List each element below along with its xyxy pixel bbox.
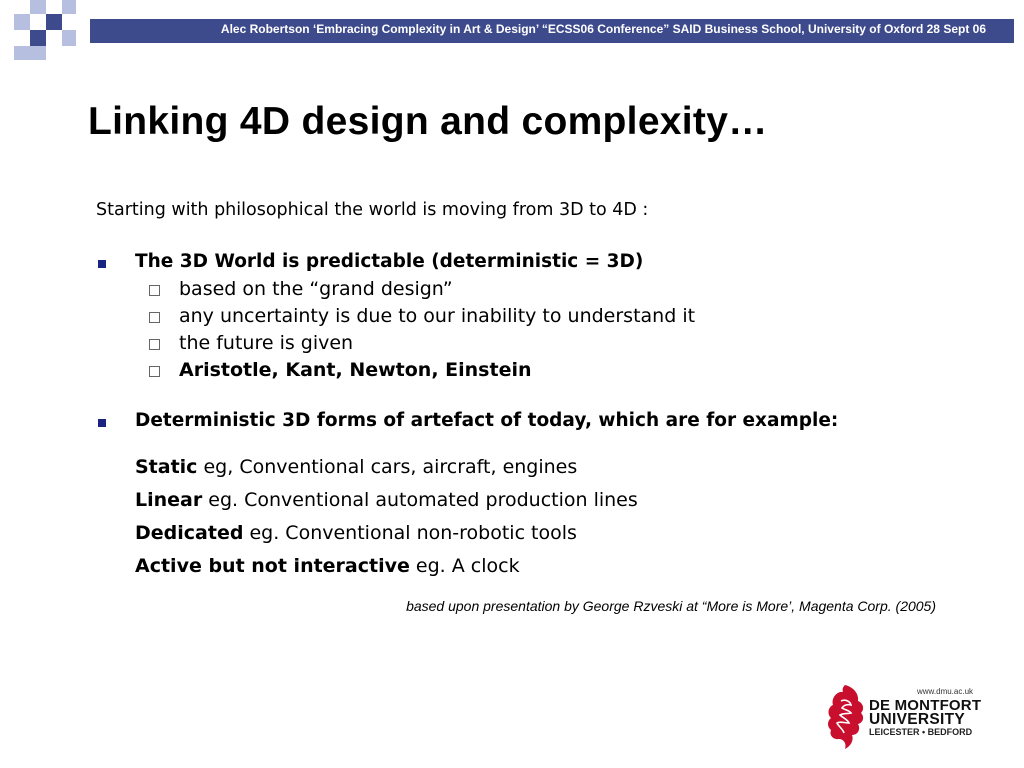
hollow-square-bullet-icon [149,366,160,377]
deco-square [14,14,30,30]
deco-square [30,46,46,60]
example-term: Active but not interactive [135,555,410,577]
header-bar [90,19,1014,43]
example-description: eg. Conventional non-robotic tools [243,522,577,544]
deco-square [30,0,46,14]
example-term: Static [135,456,198,478]
logo-name-line2: UNIVERSITY [869,711,966,728]
bullet-text: Deterministic 3D forms of artefact of today, which are for example: [135,410,839,431]
deco-square [14,46,30,60]
example-description: eg, Conventional cars, aircraft, engines [197,456,578,478]
sub-bullet-text: based on the “grand design” [179,278,453,300]
sub-bullet-text: any uncertainty is due to our inability to understand it [179,305,696,327]
square-bullet-icon [98,419,106,427]
example-term: Linear [135,489,203,511]
source-credit: based upon presentation by George Rzveski at “More is More’, Magenta Corp. (2005) [406,598,936,614]
deco-square [62,30,76,46]
example-line [135,456,577,478]
example-line [135,555,520,577]
deco-square [46,14,62,30]
example-line [135,489,638,511]
logo-location: LEICESTER • BEDFORD [869,727,973,737]
square-bullet-icon [98,260,106,268]
deco-square [62,0,76,14]
lion-crest-icon [825,683,867,751]
intro-text: Starting with philosophical the world is moving from 3D to 4D : [96,200,649,220]
university-logo [825,683,985,753]
logo-name-line1: DE MONTFORT [869,697,982,714]
sub-bullet-text: the future is given [179,332,354,354]
slide-title: Linking 4D design and complexity… [88,100,768,143]
header-text: Alec Robertson ‘Embracing Complexity in Art & Design’ “ECSS06 Conference” SAID Business School, University of Oxford 28 Sept 06 [220,22,986,36]
deco-square [30,30,46,46]
hollow-square-bullet-icon [149,339,160,350]
example-description: eg. A clock [409,555,520,577]
sub-bullet-text: Aristotle, Kant, Newton, Einstein [179,359,532,381]
hollow-square-bullet-icon [149,312,160,323]
example-description: eg. Conventional automated production lines [202,489,638,511]
logo-url: www.dmu.ac.uk [917,687,974,696]
example-term: Dedicated [135,522,244,544]
bullet-text: The 3D World is predictable (deterministic = 3D) [135,251,644,272]
example-line [135,522,577,544]
hollow-square-bullet-icon [149,285,160,296]
